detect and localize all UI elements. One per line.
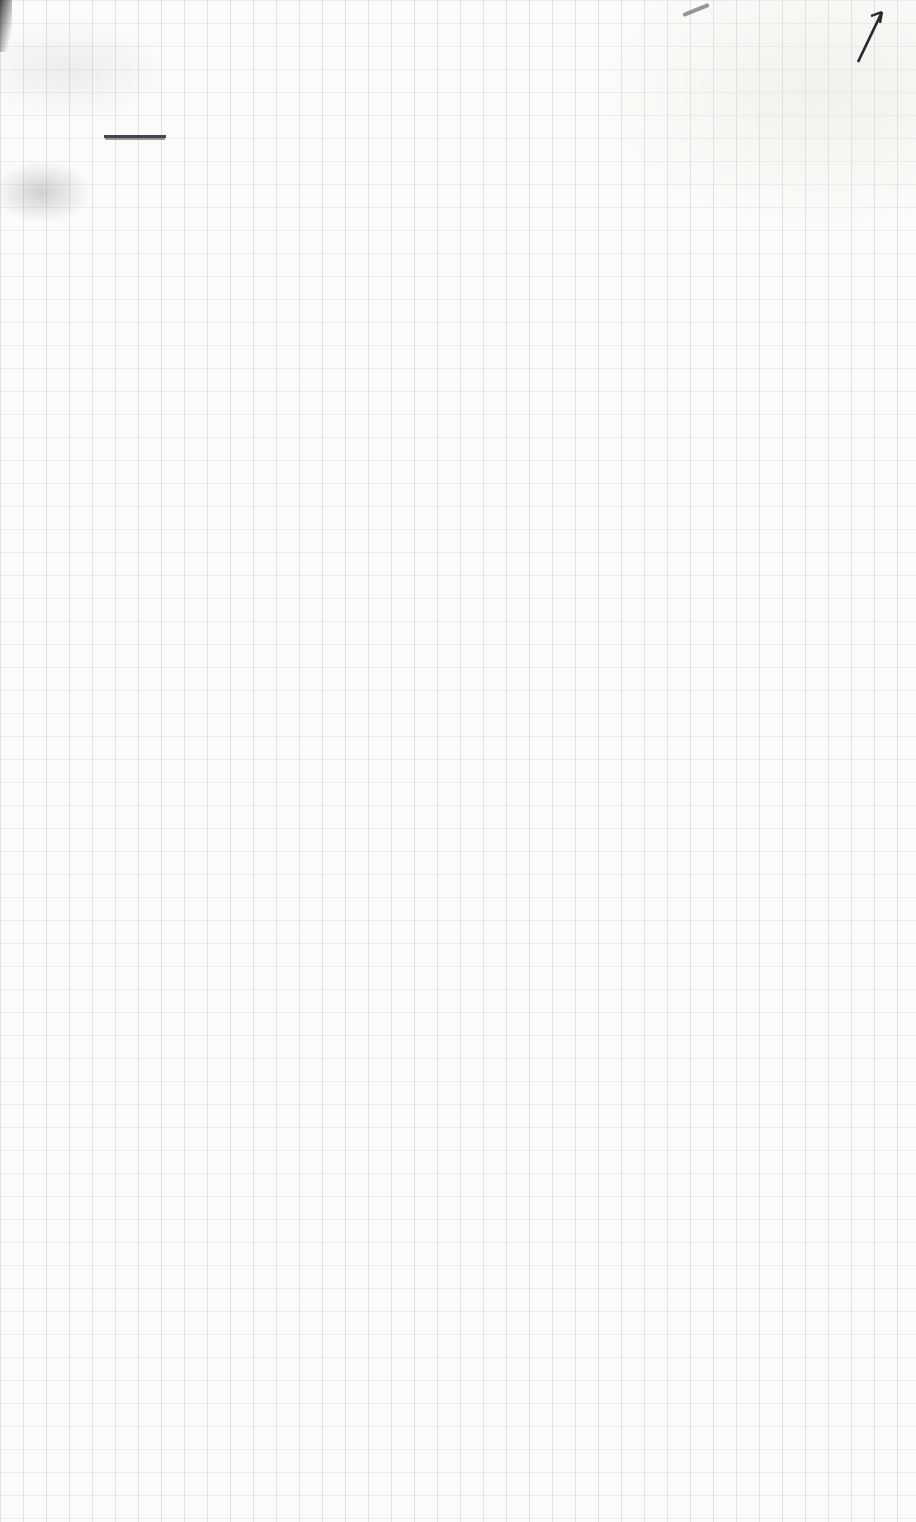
section-heading	[104, 90, 166, 138]
section-heading-row	[104, 90, 916, 138]
toc-content	[0, 0, 916, 148]
